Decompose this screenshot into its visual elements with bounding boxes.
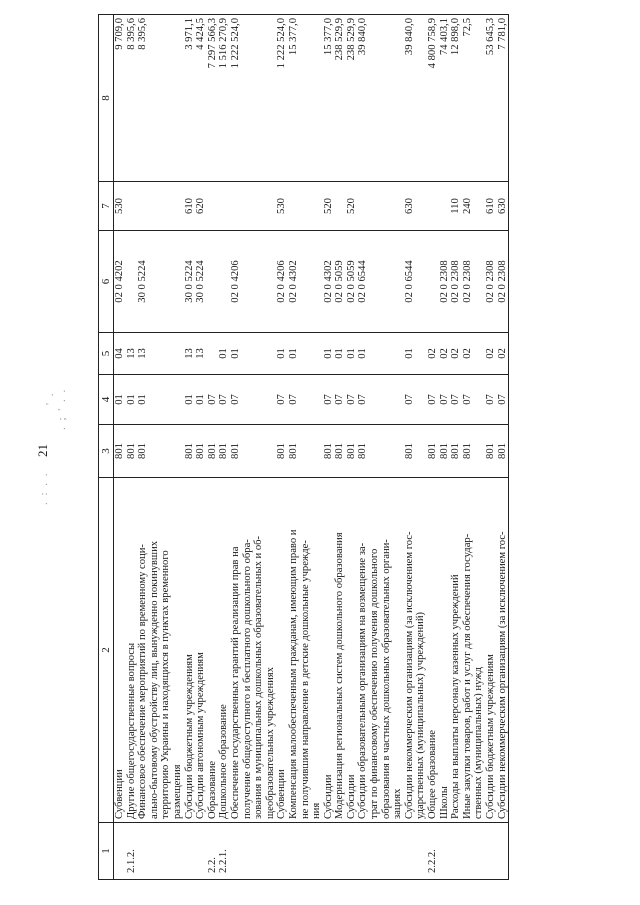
section-cell: 07 — [288, 375, 323, 425]
expense-type-cell — [126, 182, 138, 231]
page-number: 21 — [35, 444, 50, 457]
expense-name-line: Обеспечение государственных гарантий реализации прав на — [229, 546, 241, 819]
section-code-cell: 2.1.2. — [126, 823, 138, 880]
section-cell: 07 — [334, 375, 346, 425]
amount-cell: 8 395,6 — [137, 15, 183, 182]
section-cell: 07 — [357, 375, 403, 425]
expense-name-cell — [137, 478, 183, 823]
expense-name-line: Школы — [438, 786, 450, 819]
subsection-cell: 02 — [497, 333, 509, 375]
scan-noise: . ; ' . . — [56, 387, 68, 430]
ministry-code-cell: 801 — [427, 425, 439, 478]
amount-cell: 7 297 566,3 — [207, 15, 219, 182]
expense-type-cell — [230, 182, 276, 231]
ministry-code-cell: 801 — [137, 425, 183, 478]
ministry-code-cell: 801 — [126, 425, 138, 478]
expense-name-line: щеобразовательных учреждениях — [264, 667, 276, 819]
expense-type-cell: 520 — [323, 182, 335, 231]
expense-type-cell — [334, 182, 346, 231]
section-code-cell — [450, 823, 462, 880]
ministry-code-cell: 801 — [439, 425, 451, 478]
expense-type-cell — [427, 182, 439, 231]
rotated-table-container — [98, 15, 633, 880]
subsection-cell: 02 — [427, 333, 439, 375]
expense-name-line: Субвенции — [114, 769, 125, 819]
table-row — [288, 15, 323, 880]
column-header: 3 — [99, 425, 114, 478]
table-row — [114, 15, 126, 880]
column-header: 6 — [99, 231, 114, 333]
section-code-cell: 2.2. — [207, 823, 219, 880]
table-row — [276, 15, 288, 880]
expense-name-cell — [450, 478, 462, 823]
table-row — [427, 15, 439, 880]
table-header-row — [99, 15, 114, 880]
subsection-cell: 01 — [230, 333, 276, 375]
amount-cell: 4 800 758,9 — [427, 15, 439, 182]
expense-type-cell: 620 — [195, 182, 207, 231]
target-article-cell: 02 0 6544 — [404, 231, 427, 333]
expense-name-cell — [218, 478, 230, 823]
expense-name-line: Образование — [206, 760, 218, 819]
section-code-cell — [137, 823, 183, 880]
target-article-cell: 30 0 5224 — [195, 231, 207, 333]
subsection-cell: 02 — [485, 333, 497, 375]
subsection-cell: 13 — [195, 333, 207, 375]
expense-name-line: Субвенции — [276, 769, 288, 819]
ministry-code-cell: 801 — [323, 425, 335, 478]
expense-type-cell — [207, 182, 219, 231]
target-article-cell: 02 0 4202 — [114, 231, 126, 333]
amount-cell: 74 403,1 — [439, 15, 451, 182]
ministry-code-cell: 801 — [450, 425, 462, 478]
expense-name-cell — [195, 478, 207, 823]
expense-name-line: зациях — [392, 788, 404, 819]
ministry-code-cell: 801 — [485, 425, 497, 478]
section-cell: 07 — [404, 375, 427, 425]
target-article-cell: 02 0 5059 — [346, 231, 358, 333]
expense-type-cell: 610 — [485, 182, 497, 231]
expense-name-line: Общее образование — [427, 730, 439, 819]
expense-type-cell: 630 — [404, 182, 427, 231]
section-code-cell — [230, 823, 276, 880]
expense-name-line: ально-бытовому обустройству лиц, вынужденно покинувших — [148, 540, 160, 819]
amount-cell: 238 529,9 — [346, 15, 358, 182]
expense-name-line: трат по финансовому обеспечению получения дошкольного — [369, 548, 381, 819]
expense-name-line: ния — [311, 802, 323, 819]
amount-cell: 72,5 — [462, 15, 485, 182]
ministry-code-cell: 801 — [114, 425, 126, 478]
section-cell: 01 — [137, 375, 183, 425]
expense-name-line: получение общедоступного и бесплатного дошкольного обра- — [241, 539, 253, 819]
table-row — [195, 15, 207, 880]
section-code-cell — [184, 823, 196, 880]
section-cell: 07 — [207, 375, 219, 425]
target-article-cell: 30 0 5224 — [184, 231, 196, 333]
budget-table — [98, 14, 509, 880]
expense-type-cell: 630 — [497, 182, 509, 231]
subsection-cell: 01 — [288, 333, 323, 375]
expense-type-cell: 530 — [276, 182, 288, 231]
section-code-cell — [288, 823, 323, 880]
ministry-code-cell: 801 — [346, 425, 358, 478]
ministry-code-cell: 801 — [357, 425, 403, 478]
expense-name-line: размещения — [171, 764, 183, 819]
section-code-cell — [462, 823, 485, 880]
section-code-cell — [323, 823, 335, 880]
section-code-cell — [346, 823, 358, 880]
table-row — [218, 15, 230, 880]
section-cell: 07 — [497, 375, 509, 425]
section-code-cell: 2.2.1. — [218, 823, 230, 880]
table-row — [230, 15, 276, 880]
section-code-cell — [114, 823, 126, 880]
expense-type-cell — [288, 182, 323, 231]
target-article-cell: 02 0 6544 — [357, 231, 403, 333]
ministry-code-cell: 801 — [230, 425, 276, 478]
expense-name-cell — [404, 478, 427, 823]
target-article-cell: 02 0 5059 — [334, 231, 346, 333]
table-body — [114, 15, 509, 880]
expense-name-cell — [427, 478, 439, 823]
expense-type-cell: 610 — [184, 182, 196, 231]
ministry-code-cell: 801 — [207, 425, 219, 478]
expense-type-cell — [218, 182, 230, 231]
table-row — [450, 15, 462, 880]
expense-name-cell — [497, 478, 509, 823]
ministry-code-cell: 801 — [334, 425, 346, 478]
expense-name-line: Субсидии бюджетным учреждениям — [183, 654, 195, 819]
expense-name-line: зования в муниципальных дошкольных образовательных и об- — [253, 535, 265, 819]
subsection-cell: 01 — [323, 333, 335, 375]
expense-name-cell — [114, 478, 126, 823]
expense-name-line: Субсидии автономным учреждениям — [195, 652, 207, 819]
section-cell: 01 — [195, 375, 207, 425]
amount-cell: 3 971,1 — [184, 15, 196, 182]
expense-name-line: Субсидии некоммерческим организациям (за исключением гос- — [403, 531, 415, 819]
column-header: 8 — [99, 15, 114, 182]
expense-name-cell — [323, 478, 335, 823]
expense-type-cell: 520 — [346, 182, 358, 231]
ministry-code-cell: 801 — [462, 425, 485, 478]
amount-cell: 15 377,0 — [288, 15, 323, 182]
expense-name-line: Иные закупки товаров, работ и услуг для обеспечения государ- — [461, 533, 473, 819]
expense-name-cell — [207, 478, 219, 823]
expense-type-cell — [357, 182, 403, 231]
expense-name-line: Другие общегосударственные вопросы — [125, 642, 137, 819]
target-article-cell — [218, 231, 230, 333]
table-row — [357, 15, 403, 880]
section-code-cell: 2.2.2. — [427, 823, 439, 880]
amount-cell: 4 424,5 — [195, 15, 207, 182]
subsection-cell: 01 — [334, 333, 346, 375]
section-code-cell — [485, 823, 497, 880]
expense-name-line: не получившим направление в детские дошкольные учрежде- — [299, 540, 311, 819]
section-cell: 07 — [462, 375, 485, 425]
expense-name-cell — [357, 478, 403, 823]
subsection-cell: 04 — [114, 333, 126, 375]
expense-name-cell — [126, 478, 138, 823]
column-header: 1 — [99, 823, 114, 880]
column-header: 7 — [99, 182, 114, 231]
amount-cell: 7 781,0 — [497, 15, 509, 182]
target-article-cell: 02 0 4206 — [276, 231, 288, 333]
target-article-cell: 02 0 2308 — [485, 231, 497, 333]
expense-name-cell — [276, 478, 288, 823]
amount-cell: 1 222 524,0 — [276, 15, 288, 182]
section-code-cell — [439, 823, 451, 880]
scan-noise: . : . . — [38, 471, 50, 505]
table-row — [207, 15, 219, 880]
target-article-cell: 02 0 4302 — [323, 231, 335, 333]
expense-name-line: Субсидии образовательным организациям на возмещение за- — [357, 542, 369, 819]
expense-name-cell — [184, 478, 196, 823]
expense-type-cell: 240 — [462, 182, 485, 231]
ministry-code-cell: 801 — [218, 425, 230, 478]
section-cell: 07 — [218, 375, 230, 425]
table-row — [184, 15, 196, 880]
table-row — [137, 15, 183, 880]
amount-cell: 39 840,0 — [404, 15, 427, 182]
expense-name-cell — [230, 478, 276, 823]
expense-name-line: образования в частных дошкольных образовательных органи- — [380, 539, 392, 819]
expense-name-line: Субсидии некоммерческим организациям (за исключением гос- — [496, 531, 508, 819]
table-row — [126, 15, 138, 880]
subsection-cell: 13 — [126, 333, 138, 375]
amount-cell: 15 377,0 — [323, 15, 335, 182]
subsection-cell: 02 — [450, 333, 462, 375]
target-article-cell — [126, 231, 138, 333]
expense-name-line: Расходы на выплаты персоналу казенных учреждений — [450, 574, 462, 819]
section-code-cell — [276, 823, 288, 880]
subsection-cell: 01 — [276, 333, 288, 375]
amount-cell: 9 709,0 — [114, 15, 126, 182]
subsection-cell: 02 — [462, 333, 485, 375]
expense-name-line: ственных (муниципальных) нужд — [473, 667, 485, 819]
expense-name-cell — [288, 478, 323, 823]
table-row — [485, 15, 497, 880]
expense-name-cell — [485, 478, 497, 823]
amount-cell: 238 529,9 — [334, 15, 346, 182]
subsection-cell — [207, 333, 219, 375]
amount-cell: 12 898,0 — [450, 15, 462, 182]
table-row — [334, 15, 346, 880]
section-cell: 01 — [114, 375, 126, 425]
subsection-cell: 13 — [137, 333, 183, 375]
section-cell: 07 — [346, 375, 358, 425]
expense-name-line: Модернизация региональных систем дошкольного образования — [334, 532, 346, 819]
section-code-cell — [334, 823, 346, 880]
column-header: 4 — [99, 375, 114, 425]
target-article-cell: 02 0 4206 — [230, 231, 276, 333]
ministry-code-cell: 801 — [497, 425, 509, 478]
expense-name-line: Субсидии — [322, 774, 334, 819]
ministry-code-cell: 801 — [288, 425, 323, 478]
target-article-cell: 02 0 4302 — [288, 231, 323, 333]
section-cell: 07 — [450, 375, 462, 425]
expense-name-line: территорию Украины и находящихся в пунктах временного — [160, 550, 172, 819]
ministry-code-cell: 801 — [276, 425, 288, 478]
expense-type-cell: 530 — [114, 182, 126, 231]
expense-name-line: Дошкольное образование — [218, 704, 230, 819]
section-cell: 07 — [276, 375, 288, 425]
ministry-code-cell: 801 — [404, 425, 427, 478]
section-cell: 07 — [427, 375, 439, 425]
target-article-cell: 02 0 2308 — [450, 231, 462, 333]
section-cell: 07 — [230, 375, 276, 425]
ministry-code-cell: 801 — [184, 425, 196, 478]
section-code-cell — [404, 823, 427, 880]
section-cell: 01 — [184, 375, 196, 425]
target-article-cell — [427, 231, 439, 333]
scan-noise: ' . — [44, 391, 56, 405]
section-cell: 01 — [126, 375, 138, 425]
expense-name-line: Компенсация малообеспеченным гражданам, имеющим право и — [287, 529, 299, 819]
amount-cell: 53 645,3 — [485, 15, 497, 182]
table-row — [497, 15, 509, 880]
section-code-cell — [357, 823, 403, 880]
amount-cell: 1 222 524,0 — [230, 15, 276, 182]
target-article-cell: 02 0 2308 — [462, 231, 485, 333]
column-header: 2 — [99, 478, 114, 823]
expense-name-cell — [334, 478, 346, 823]
table-row — [462, 15, 485, 880]
expense-type-cell — [439, 182, 451, 231]
target-article-cell: 02 0 2308 — [439, 231, 451, 333]
target-article-cell: 30 0 5224 — [137, 231, 183, 333]
table-row — [439, 15, 451, 880]
expense-name-cell — [439, 478, 451, 823]
expense-name-line: ударственных (муниципальных) учреждений) — [415, 611, 427, 819]
section-cell: 07 — [323, 375, 335, 425]
amount-cell: 8 395,6 — [126, 15, 138, 182]
expense-name-line: Финансовое обеспечение мероприятий по временному соци- — [137, 544, 149, 819]
table-row — [323, 15, 335, 880]
section-code-cell — [497, 823, 509, 880]
section-cell: 07 — [439, 375, 451, 425]
amount-cell: 39 840,0 — [357, 15, 403, 182]
expense-name-cell — [346, 478, 358, 823]
subsection-cell: 02 — [439, 333, 451, 375]
subsection-cell: 01 — [346, 333, 358, 375]
section-cell: 07 — [485, 375, 497, 425]
target-article-cell: 02 0 2308 — [497, 231, 509, 333]
subsection-cell: 13 — [184, 333, 196, 375]
expense-type-cell — [137, 182, 183, 231]
expense-name-line: Субсидии бюджетным учреждениям — [485, 654, 496, 819]
subsection-cell: 01 — [218, 333, 230, 375]
expense-type-cell: 110 — [450, 182, 462, 231]
table-row — [346, 15, 358, 880]
amount-cell: 1 516 270,9 — [218, 15, 230, 182]
subsection-cell: 01 — [357, 333, 403, 375]
table-row — [404, 15, 427, 880]
ministry-code-cell: 801 — [195, 425, 207, 478]
column-header: 5 — [99, 333, 114, 375]
expense-name-cell — [462, 478, 485, 823]
expense-name-line: Субсидии — [345, 774, 357, 819]
section-code-cell — [195, 823, 207, 880]
target-article-cell — [207, 231, 219, 333]
subsection-cell: 01 — [404, 333, 427, 375]
